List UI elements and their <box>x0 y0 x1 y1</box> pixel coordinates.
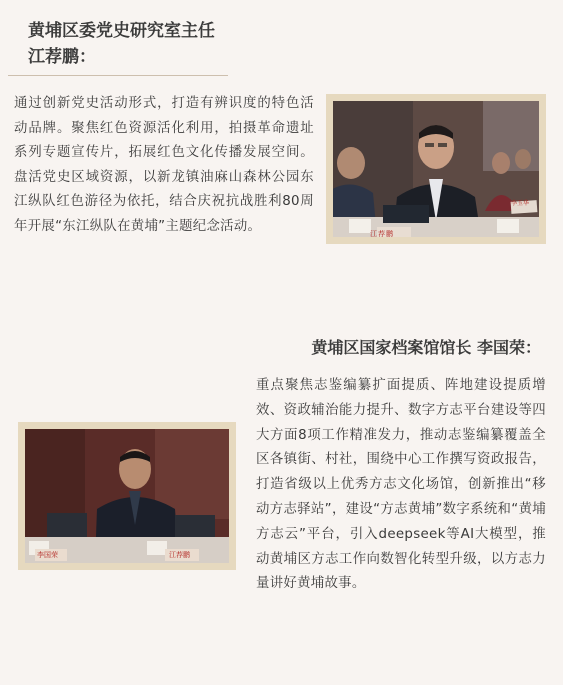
section2-heading: 黄埔区国家档案馆馆长 李国荣： <box>311 338 541 357</box>
section1-title-line2: 江荐鹏： <box>28 47 96 67</box>
photo-li <box>25 429 229 563</box>
photo-jiang <box>333 101 539 237</box>
section1-divider <box>8 75 228 76</box>
section1-title-line1: 黄埔区委党史研究室主任 <box>28 21 215 41</box>
nameplate-left: 李国荣 <box>37 551 58 559</box>
photo-li-image <box>25 429 229 563</box>
nameplate-right: 江荐鹏 <box>169 551 190 559</box>
nameplate-front: 江荐鹏 <box>370 230 394 237</box>
photo-jiang-image <box>333 101 539 237</box>
photo-li-frame <box>18 422 236 570</box>
nameplate-right: 李玉华 <box>511 200 530 207</box>
photo-jiang-frame <box>326 94 546 244</box>
section1-heading <box>28 18 288 70</box>
section1-paragraph: 通过创新党史活动形式，打造有辨识度的特色活动品牌。聚焦红色资源活化利用，拍摄革命遗址系列专题宣传片，拓展红色文化传播发展空间。盘活党史区域资源，以新龙镇油麻山森林公园东江纵队红色游径为依托，结合庆祝抗战胜利80周年开展“东江纵队在黄埔”主题纪念活动。 <box>14 96 314 234</box>
section2-paragraph: 重点聚焦志鉴编纂扩面提质、阵地建设提质增效、资政辅治能力提升、数字方志平台建设等四大方面8项工作精准发力，推动志鉴编纂覆盖全区各镇街、村社，围绕中心工作撰写资政报告，打造省级以上优秀方志文化场馆，创新推出“移动方志驿站”，建设“方志黄埔”数字系统和“黄埔方志云”平台，引入deepseek等AI大模型，推动黄埔区方志工作向数智化转型升级，以方志力量讲好黄埔故事。 <box>256 378 546 592</box>
